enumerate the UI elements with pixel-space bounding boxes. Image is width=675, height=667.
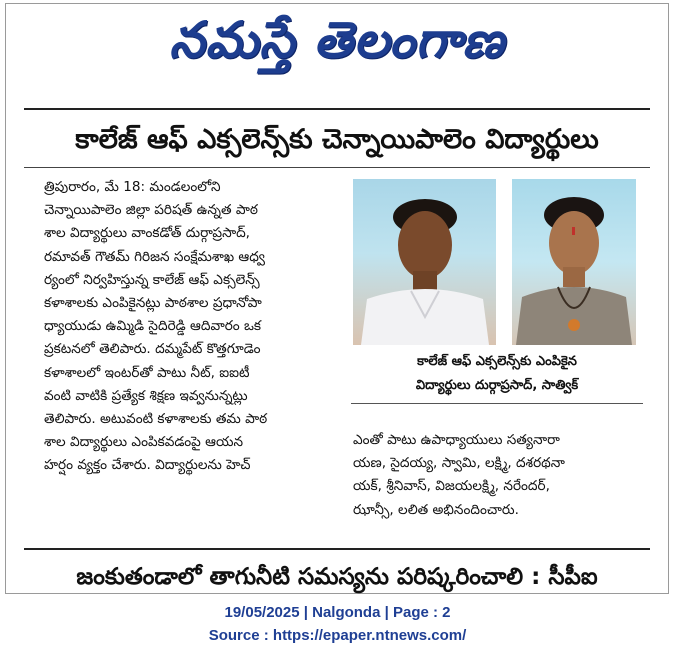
article-body-left — [44, 176, 342, 478]
divider-bottom — [24, 548, 650, 550]
body-line: రమావత్ గౌతమ్ గిరిజన సంక్షేమశాఖ ఆధ్వ — [44, 248, 265, 265]
caption-line: కాలేజ్ ఆఫ్ ఎక్సలెన్స్‌కు ఎంపికైన — [417, 354, 577, 369]
body-line: ప్రకటనలో తెలిపారు. దమ్మపేట్ కొత్తగూడెం — [44, 341, 261, 358]
student-photo-durgaprasad — [353, 179, 496, 345]
body-line: త్రిపురారం, మే 18: మండలంలోని — [44, 179, 221, 195]
body-line: తెలిపారు. అటువంటి కళాశాలకు తమ పాఠ — [44, 411, 268, 428]
newspaper-masthead: నమస్తే తెలంగాణ — [169, 10, 505, 69]
caption-line: విద్యార్థులు దుర్గాప్రసాద్, సాత్విక్ — [415, 378, 579, 393]
divider-caption — [351, 403, 643, 404]
body-line: ర్యంలో నిర్వహిస్తున్న కాలేజ్ ఆఫ్ ఎక్సలెన్స్ — [44, 271, 260, 288]
footer-date-edition: 19/05/2025 | Nalgonda | Page : 2 — [224, 604, 451, 621]
secondary-headline: జంకుతండాలో తాగునీటి సమస్యను పరిష్కరించాలి : సీపీఐ — [76, 564, 598, 590]
body-line: కళాశాలలో ఇంటర్‌తో పాటు నీట్, ఐఐటీ — [44, 364, 250, 381]
body-line: యక్, శ్రీనివాస్, విజయలక్ష్మి, నరేందర్, — [353, 478, 550, 495]
footer-source: Source : https://epaper.ntnews.com/ — [208, 627, 467, 644]
body-line: ధ్యాయుడు ఉమ్మిడి సైదిరెడ్డి ఆదివారం ఒక — [44, 318, 262, 335]
article-body-right — [353, 429, 643, 522]
divider-top — [24, 108, 650, 110]
body-line: శాల విద్యార్థులు వాంకడోత్ దుర్గాప్రసాద్, — [44, 225, 251, 242]
news-clipping — [5, 3, 669, 594]
body-line: ఝాన్సీ, లలిత అభినందించారు. — [353, 501, 519, 518]
body-line: వంటి వాటికి ప్రత్యేక శిక్షణ ఇవ్వనున్నట్లు — [44, 387, 248, 404]
body-line: ఎంతో పాటు ఉపాధ్యాయులు సత్యనారా — [353, 432, 560, 448]
article-headline: కాలేజ్ ఆఫ్ ఎక్సలెన్స్‌కు చెన్నాయిపాలెం విద్యార్థులు — [75, 124, 599, 155]
body-line: హర్షం వ్యక్తం చేశారు. విద్యార్థులను హెచ్ — [44, 457, 251, 474]
body-line: కళాశాలకు ఎంపికైనట్లు పాఠశాల ప్రధానోపా — [44, 295, 262, 312]
photo-caption — [351, 350, 643, 398]
student-photo-satvik — [512, 179, 636, 345]
body-line: శాల విద్యార్థులు ఎంపికవడంపై ఆయన — [44, 434, 243, 451]
body-line: చెన్నాయిపాలెం జిల్లా పరిషత్ ఉన్నత పాఠ — [44, 202, 258, 219]
divider-headline — [24, 167, 650, 168]
body-line: యణ, సైదయ్య, స్వామి, లక్ష్మి, దశరథనా — [353, 455, 565, 472]
